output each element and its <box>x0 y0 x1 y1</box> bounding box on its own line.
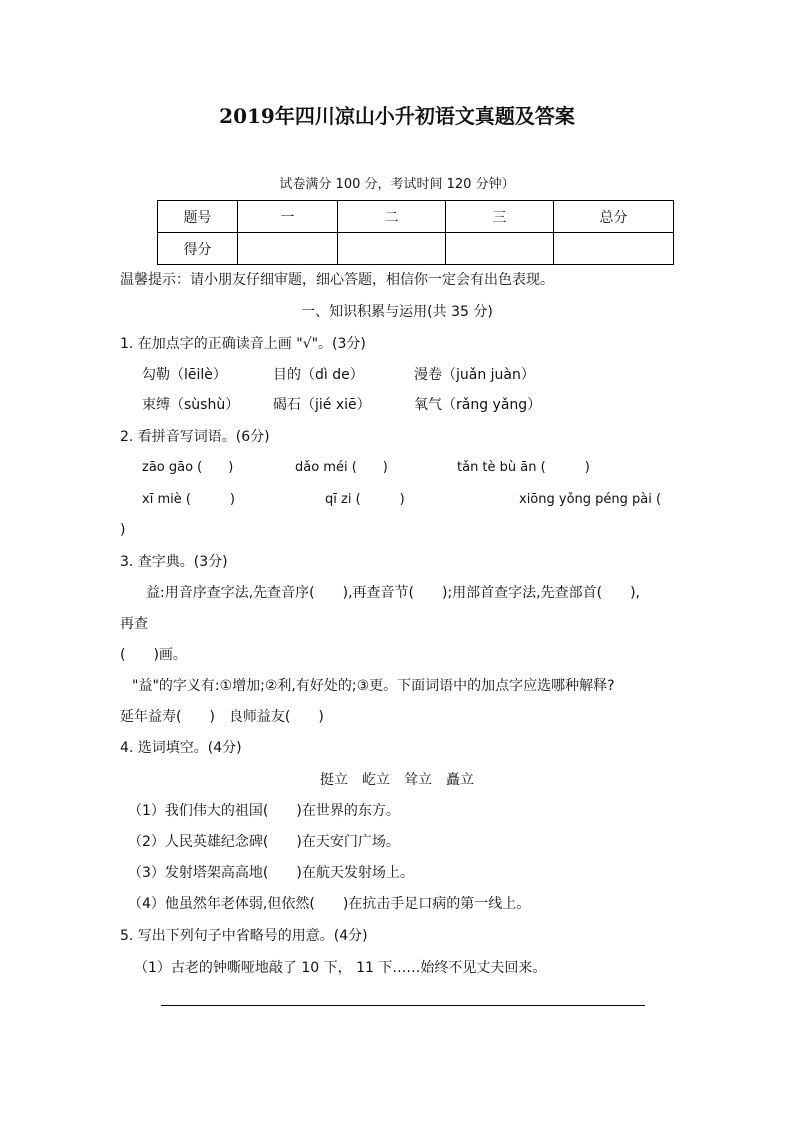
score-header-cell: 三 <box>446 201 554 233</box>
question-5-prompt: 5. 写出下列句子中省略号的用意。(4分) <box>120 928 368 944</box>
question-2-prompt: 2. 看拼音写词语。(6分) <box>120 429 270 445</box>
q4-word-bank: 挺立 屹立 耸立 矗立 <box>320 772 474 788</box>
page-title: 2019年四川凉山小升初语文真题及答案 <box>219 104 575 128</box>
q2-item: dǎo méi ( ) <box>295 460 388 475</box>
score-cell[interactable] <box>338 233 446 265</box>
q1-item: 氧气（rǎng yǎng） <box>414 397 542 413</box>
score-header-cell: 一 <box>238 201 338 233</box>
q4-item: （4）他虽然年老体弱,但依然( )在抗击手足口病的第一线上。 <box>128 896 531 912</box>
q2-item: tǎn tè bù ān ( ) <box>457 460 590 475</box>
q2-item: zāo gāo ( ) <box>142 460 234 475</box>
score-row-label: 得分 <box>158 233 238 265</box>
score-table-header-row <box>158 201 674 233</box>
score-cell[interactable] <box>554 233 674 265</box>
q3-line: 延年益寿( ) 良师益友( ) <box>120 709 324 725</box>
q3-line: "益"的字义有:①增加;②利,有好处的;③更。下面词语中的加点字应选哪种解释? <box>132 678 615 694</box>
section-heading: 一、知识积累与运用(共 35 分) <box>301 304 493 320</box>
q4-item: （3）发射塔架高高地( )在航天发射场上。 <box>128 865 414 881</box>
score-table <box>157 200 674 265</box>
score-cell[interactable] <box>238 233 338 265</box>
q1-item: 束缚（sùshù） <box>142 397 240 413</box>
q2-wrap: ) <box>120 522 126 538</box>
question-4-prompt: 4. 选词填空。(4分) <box>120 740 242 756</box>
q5-item: （1）古老的钟嘶哑地敲了 10 下， 11 下……始终不见丈夫回来。 <box>134 960 547 976</box>
q3-line: 再查 <box>120 616 148 632</box>
q1-item: 漫卷（juǎn juàn） <box>414 367 535 383</box>
exam-info: 试卷满分 100 分，考试时间 120 分钟） <box>279 177 515 192</box>
q2-item: qī zi ( ) <box>325 492 405 507</box>
score-cell[interactable] <box>446 233 554 265</box>
score-table-score-row <box>158 233 674 265</box>
answer-line <box>161 1005 645 1006</box>
q4-item: （1）我们伟大的祖国( )在世界的东方。 <box>128 803 400 819</box>
question-1-prompt: 1. 在加点字的正确读音上画 "√"。(3分) <box>120 336 366 352</box>
q1-item: 碣石（jié xiē） <box>273 397 371 413</box>
q1-item: 勾勒（lēilè） <box>142 367 227 383</box>
score-header-cell: 二 <box>338 201 446 233</box>
q3-line: ( )画。 <box>120 647 187 663</box>
q3-line: 益:用音序查字法,先查音序( ),再查音节( );用部首查字法,先查部首( ), <box>146 585 641 601</box>
q2-item: xiōng yǒng péng pài ( <box>519 492 662 507</box>
score-header-cell: 题号 <box>158 201 238 233</box>
score-header-cell: 总分 <box>554 201 674 233</box>
q4-item: （2）人民英雄纪念碑( )在天安门广场。 <box>128 834 400 850</box>
q1-item: 目的（dì de） <box>273 367 364 383</box>
tip: 温馨提示：请小朋友仔细审题，细心答题，相信你一定会有出色表现。 <box>120 272 554 288</box>
question-3-prompt: 3. 查字典。(3分) <box>120 554 228 570</box>
q2-item: xī miè ( ) <box>142 492 235 507</box>
